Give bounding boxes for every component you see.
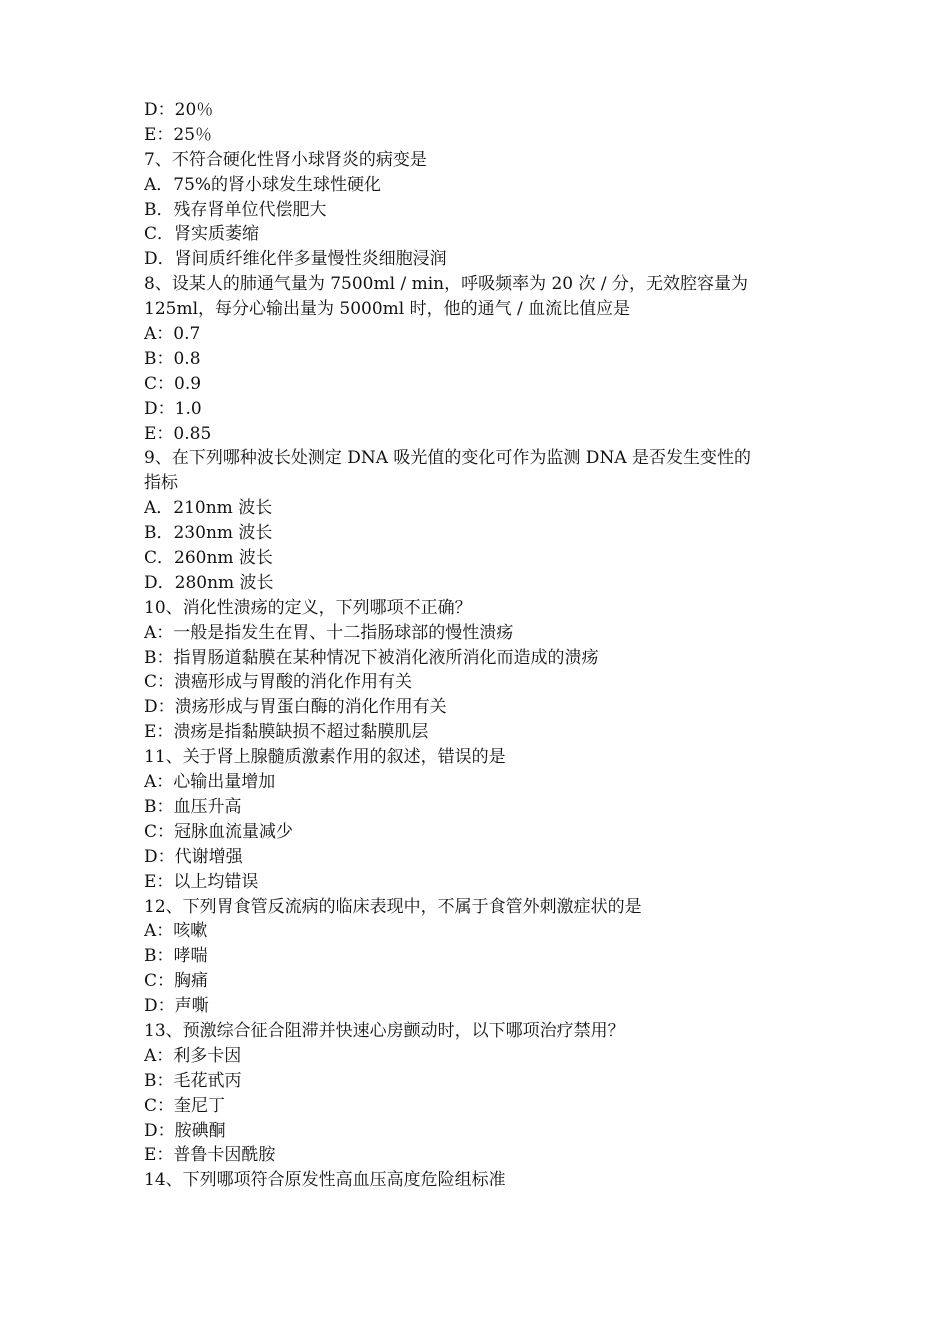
option-text: E：0.85 [144, 423, 212, 444]
option-text: C：冠脉血流量减少 [144, 821, 294, 842]
option-text: A．210nm 波长 [144, 498, 273, 519]
option-text: D：溃疡形成与胃蛋白酶的消化作用有关 [144, 697, 447, 718]
question-text: 9、在下列哪种波长处测定 DNA 吸光值的变化可作为监测 DNA 是否发生变性的 [144, 448, 751, 469]
option-text: A．75%的肾小球发生球性硬化 [144, 174, 382, 195]
option-text: A：心输出量增加 [144, 772, 276, 793]
option-text: B：血压升高 [144, 796, 242, 817]
question-text: 8、设某人的肺通气量为 7500ml / min，呼吸频率为 20 次 / 分，无效腔容量为 [144, 274, 749, 295]
option-text: E：以上均错误 [144, 871, 259, 892]
option-text: A：咳嗽 [144, 921, 208, 942]
option-text: C．肾实质萎缩 [144, 224, 260, 245]
option-text: D．肾间质纤维化伴多量慢性炎细胞浸润 [144, 249, 447, 270]
question-text-continued: 指标 [144, 473, 178, 494]
question-text: 7、不符合硬化性肾小球肾炎的病变是 [144, 149, 427, 170]
option-text: A：利多卡因 [144, 1045, 242, 1066]
option-text: D．280nm 波长 [144, 572, 274, 593]
option-text: D：1.0 [144, 398, 202, 419]
option-text: B：指胃肠道黏膜在某种情况下被消化液所消化而造成的溃疡 [144, 647, 599, 668]
option-text: E：溃疡是指黏膜缺损不超过黏膜肌层 [144, 722, 429, 743]
option-text: C．260nm 波长 [144, 548, 273, 569]
option-text: C：0.9 [144, 373, 202, 394]
option-text: C：奎尼丁 [144, 1095, 226, 1116]
question-text: 10、消化性溃疡的定义，下列哪项不正确？ [144, 597, 472, 618]
question-text: 12、下列胃食管反流病的临床表现中，不属于食管外刺激症状的是 [144, 896, 642, 917]
option-text: B．残存肾单位代偿肥大 [144, 199, 327, 220]
option-text: B．230nm 波长 [144, 523, 273, 544]
option-text: A：0.7 [144, 324, 201, 345]
option-text: B：哮喘 [144, 946, 208, 967]
option-text: C：胸痛 [144, 971, 209, 992]
question-text: 14、下列哪项符合原发性高血压高度危险组标准 [144, 1170, 506, 1191]
question-text: 13、预激综合征合阻滞并快速心房颤动时，以下哪项治疗禁用？ [144, 1020, 625, 1041]
option-text: C：溃癌形成与胃酸的消化作用有关 [144, 672, 413, 693]
option-text: A：一般是指发生在胃、十二指肠球部的慢性溃疡 [144, 622, 514, 643]
option-text: D：声嘶 [144, 996, 209, 1017]
option-text: B：毛花甙丙 [144, 1070, 242, 1091]
option-text: E：普鲁卡因酰胺 [144, 1145, 276, 1166]
option-text: D：20％ [144, 100, 214, 120]
document-page [144, 98, 814, 1193]
option-text: D：代谢增强 [144, 846, 243, 867]
option-text: E：25％ [144, 124, 213, 145]
question-text: 11、关于肾上腺髓质激素作用的叙述，错误的是 [144, 747, 506, 768]
option-text: B：0.8 [144, 348, 201, 369]
option-text: D：胺碘酮 [144, 1120, 226, 1141]
question-text-continued: 125ml，每分心输出量为 5000ml 时，他的通气 / 血流比值应是 [144, 299, 631, 320]
